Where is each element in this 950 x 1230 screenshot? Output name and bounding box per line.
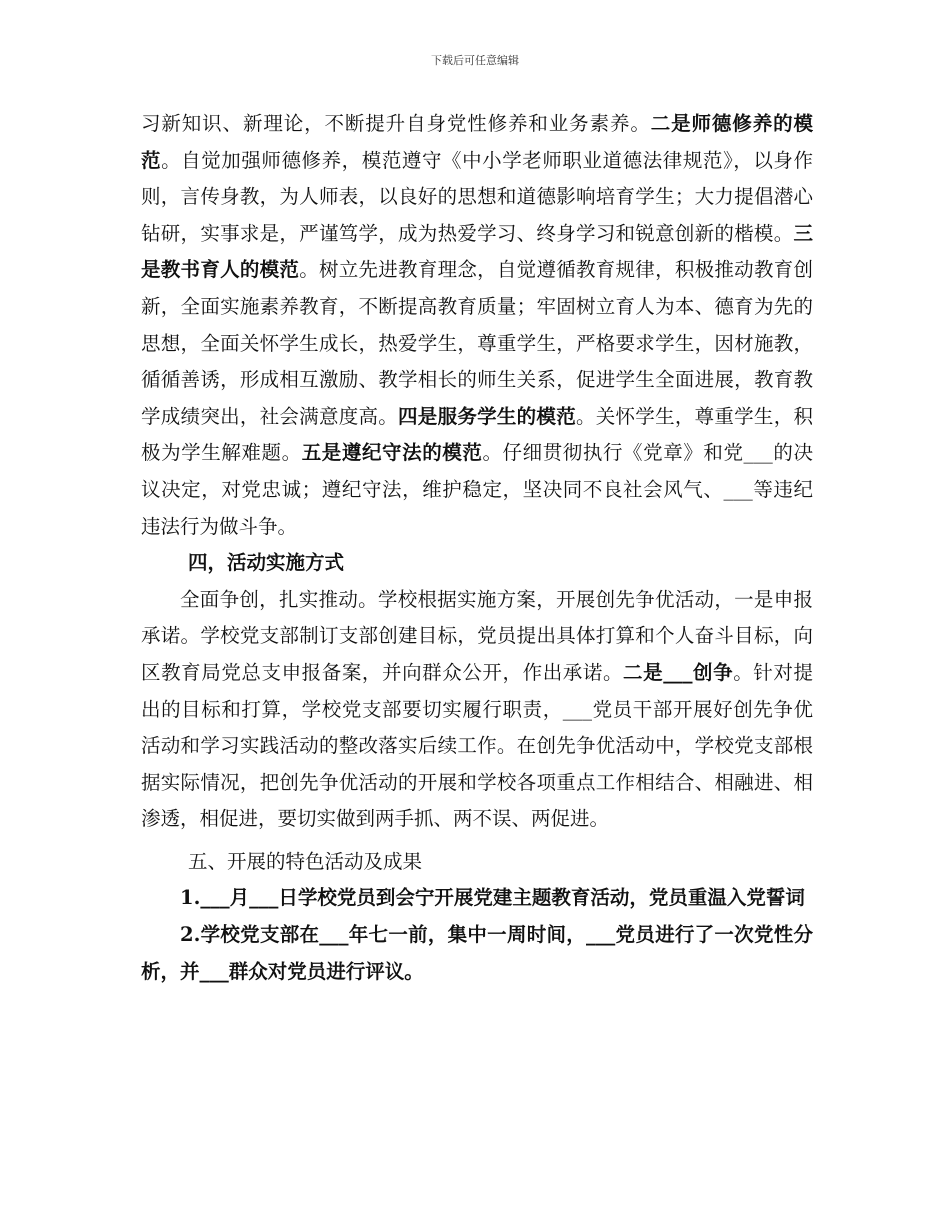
text-span: 。仔细贯彻执行《党章》和党___的决议决定，对党忠诚；遵纪守法，维护稳定，坚决同不良社会风气、___等违纪违法行为做斗争。 bbox=[141, 441, 813, 538]
section-heading-5: 五、开展的特色活动及成果 bbox=[188, 849, 423, 873]
text-span: 。针对提出的目标和打算，学校党支部要切实履行职责，___党员干部开展好创先争优活动和学习实践活动的整改落实后续工作。在创先争优活动中，学校党支部根据实际情况，把创先争优活动的开展和学校各项重点工作相结合、相融进、相渗透，相促进，要切实做到两手抓、两不误、两促进。 bbox=[141, 660, 813, 831]
bold-point-2b: 二是___创争 bbox=[623, 660, 734, 684]
list-item-2: 2.学校党支部在___年七一前，集中一周时间，___党员进行了一次党性分析，并___群众对党员进行评议。 bbox=[141, 923, 813, 983]
text-span: 。自觉加强师德修养，模范遵守《中小学老师职业道德法律规范》，以身作则，言传身教，为人师表，以良好的思想和道德影响培育学生；大力提倡潜心钻研，实事求是，严谨笃学，成为热爱学习、终身学习和锐意创新的楷模。 bbox=[141, 148, 813, 245]
text-span: 习新知识、新理论，不断提升自身党性修养和业务素养。 bbox=[141, 112, 651, 135]
paragraph-role-models bbox=[141, 106, 813, 545]
bold-point-3: 三是教书育人的模范 bbox=[141, 221, 813, 282]
bold-point-4: 四是服务学生的模范 bbox=[398, 404, 576, 428]
page-header: 下载后可任意编辑 bbox=[431, 54, 519, 67]
text-span: 。树立先进教育理念，自觉遵循教育规律，积极推动教育创新，全面实施素养教育，不断提高教育质量；牢固树立育人为本、德育为先的思想，全面关怀学生成长，热爱学生，尊重学生，严格要求学生，因材施教，循循善诱，形成相互激励、教学相长的师生关系，促进学生全面进展，教育教学成绩突出，社会满意度高。 bbox=[141, 258, 813, 428]
paragraph-implementation bbox=[141, 582, 813, 838]
text-span: 。关怀学生，尊重学生，积极为学生解难题。 bbox=[141, 404, 813, 465]
bold-point-5: 五是遵纪守法的模范 bbox=[301, 441, 483, 465]
bold-point-2: 二是师德修养的模范 bbox=[141, 112, 813, 172]
text-span: 全面争创，扎实推动。学校根据实施方案，开展创先争优活动，一是申报承诺。学校党支部制订支部创建目标，党员提出具体打算和个人奋斗目标，向区教育局党总支申报备案，并向群众公开，作出承诺。 bbox=[141, 587, 813, 684]
list-item-1: 1.___月___日学校党员到会宁开展党建主题教育活动，党员重温入党誓词 bbox=[180, 886, 805, 910]
section-heading-4: 四，活动实施方式 bbox=[188, 551, 345, 575]
document-body bbox=[141, 106, 813, 990]
